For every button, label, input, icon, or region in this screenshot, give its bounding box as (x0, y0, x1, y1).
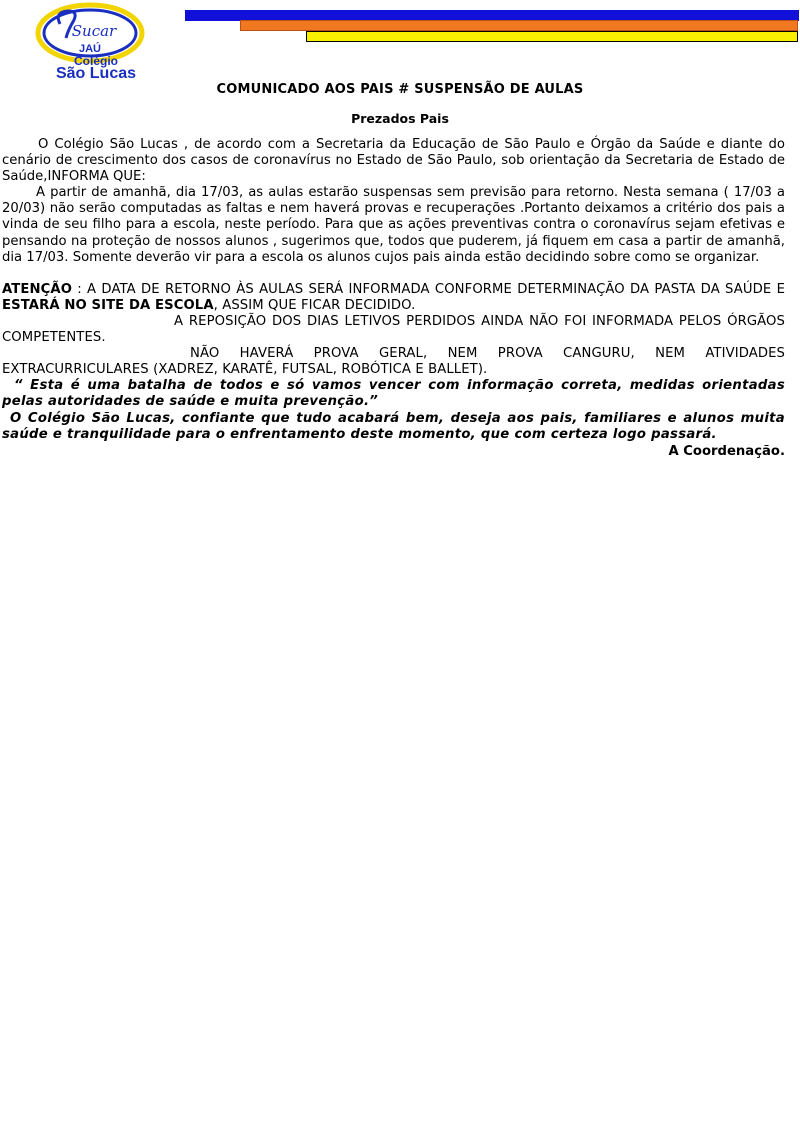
paragraph-closing: O Colégio São Lucas, confiante que tudo acabará bem, deseja aos pais, familiares e alunos muita saúde e tranquilidade para o enfrentamento deste momento, que com certeza logo passará. (2, 410, 785, 442)
header-bar-yellow (306, 31, 798, 42)
logo-line1: Colégio (74, 54, 118, 68)
logo-line2: São Lucas (55, 65, 137, 80)
signature: A Coordenação. (668, 443, 785, 459)
attention-text-1: : A DATA DE RETORNO ÀS AULAS SERÁ INFORMADA CONFORME DETERMINAÇÃO DA PASTA DA SAÚDE E (72, 281, 785, 297)
paragraph-no-exams: NÃO HAVERÁ PROVA GERAL, NEM PROVA CANGURU, NEM ATIVIDADES EXTRACURRICULARES (XADREZ, KARATÊ, FUTSAL, ROBÓTICA E BALLET). (2, 346, 785, 378)
salutation: Prezados Pais (351, 111, 449, 126)
paragraph-intro: O Colégio São Lucas , de acordo com a Secretaria da Educação de São Paulo e Órgão da Saúde e diante do cenário de crescimento dos casos de coronavírus no Estado de São Paulo, sob orientação da Secretaria de Estado de Saúde,INFORMA QUE: (2, 137, 785, 185)
attention-label: ATENÇÃO (2, 281, 73, 297)
document-title: COMUNICADO AOS PAIS # SUSPENSÃO DE AULAS (216, 82, 584, 97)
attention-text-2: , ASSIM QUE FICAR DECIDIDO. (213, 297, 416, 313)
paragraph-quote: “ Esta é uma batalha de todos e só vamos vencer com informação correta, medidas orientadas pelas autoridades de saúde e muita prevenção.” (2, 378, 785, 410)
logo-city: JAÚ (78, 43, 102, 55)
paragraph-attention (2, 282, 785, 314)
school-logo (8, 2, 188, 80)
attention-site-note: ESTARÁ NO SITE DA ESCOLA (2, 297, 214, 313)
logo-mark-text: Sucar (71, 22, 117, 40)
paragraph-replacement: A REPOSIÇÃO DOS DIAS LETIVOS PERDIDOS AINDA NÃO FOI INFORMADA PELOS ÓRGÃOS COMPETENTES. (2, 313, 785, 346)
header-bar-orange (240, 20, 798, 31)
letter-body (2, 137, 785, 460)
school-logo-graphic (8, 2, 188, 80)
paragraph-suspension: A partir de amanhã, dia 17/03, as aulas estarão suspensas sem previsão para retorno. Nesta semana ( 17/03 a 20/03) não serão computadas as faltas e nem haverá provas e recuperações .Portanto deixamos a critério dos pais a vinda de seu filho para a escola, neste período. Para que as ações preventivas contra o coronavírus sejam efetivas e pensando na proteção de nossos alunos , sugerimos que, todos que puderem, já fiquem em casa a partir de amanhã, dia 17/03. Somente deverão vir para a escola os alunos cujos pais ainda estão decidindo sobre como se organizar. (2, 185, 785, 265)
